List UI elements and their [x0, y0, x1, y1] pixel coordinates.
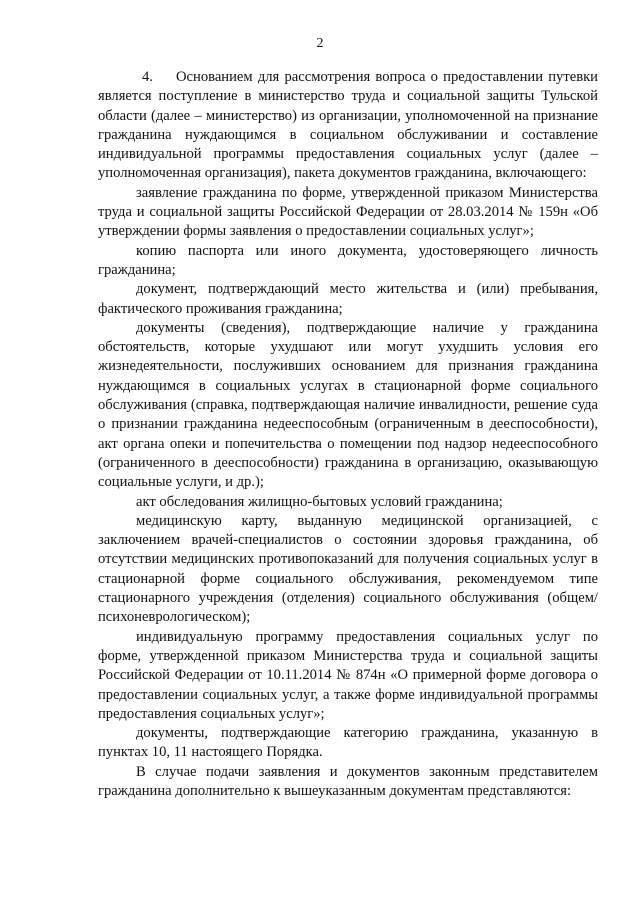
paragraph-item-4: [98, 68, 598, 184]
paragraph-passport: копию паспорта или иного документа, удостоверяющего личность гражданина;: [98, 242, 598, 278]
paragraph-legal-representative: В случае подачи заявления и документов законным представителем гражданина дополнительно к вышеуказанным документам представляются:: [98, 763, 598, 799]
page-number: 2: [316, 36, 324, 51]
paragraph-residence: документ, подтверждающий место жительства и (или) пребывания, фактического проживания гражданина;: [98, 281, 598, 317]
paragraph-category-docs: документы, подтверждающие категорию гражданина, указанную в пунктах 10, 11 настоящего Порядка.: [98, 725, 598, 761]
paragraph-medical-card: медицинскую карту, выданную медицинской организацией, с заключением врачей-специалистов о состоянии здоровья гражданина, об отсутствии медицинских противопоказаний для получения социальных услуг в стационарной форме социального обслуживания, рекомендуемом типе стационарного учреждения (отделения) социального обслуживания (общем/психоневрологическом);: [98, 512, 598, 626]
paragraph-housing-act: акт обследования жилищно-бытовых условий гражданина;: [136, 493, 503, 510]
paragraph-text: Основанием для рассмотрения вопроса о предоставлении путевки является поступление в министерство труда и социальной защиты Тульской области (далее – министерство) из организации, уполномоченной на признание гражданина нуждающимся в социальном обслуживании и составление индивидуальной программы предоставления социальных услуг (далее – уполномоченная организация), пакета документов гражданина, включающего:: [98, 69, 598, 182]
paragraph-individual-program: индивидуальную программу предоставления социальных услуг по форме, утвержденной приказом Министерства труда и социальной защиты Российской Федерации от 10.11.2014 № 874н «О примерной форме договора о предоставлении социальных услуг, а также форме индивидуальной программы предоставления социальных услуг»;: [98, 628, 598, 722]
paragraph-circumstances: документы (сведения), подтверждающие наличие у гражданина обстоятельств, которые ухудшают или могут ухудшить условия его жизнедеятельности, послуживших основанием для признания гражданина нуждающимся в социальных услугах в стационарной форме социального обслуживания (справка, подтверждающая наличие инвалидности, решение суда о признании гражданина недееспособным (ограниченным в дееспособности), акт органа опеки и попечительства о помещении под надзор недееспособного (ограниченного в дееспособности) гражданина в организацию, оказывающую социальные услуги, и др.);: [98, 319, 598, 491]
item-number: 4.: [142, 69, 153, 85]
paragraph-application: заявление гражданина по форме, утвержденной приказом Министерства труда и социальной защиты Российской Федерации от 28.03.2014 № 159н «Об утверждении формы заявления о предоставлении социальных услуг»;: [98, 184, 598, 240]
document-body: [98, 68, 598, 801]
